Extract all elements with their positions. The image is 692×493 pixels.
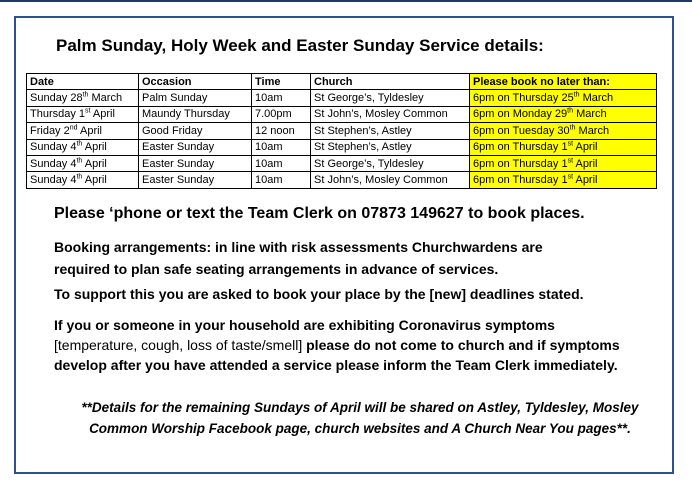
cell-date-date-post: March bbox=[88, 92, 123, 105]
services-table bbox=[26, 73, 657, 189]
footer-line-2: Common Worship Facebook page, church websites and A Church Near You pages**. bbox=[89, 421, 631, 436]
cell-church-church: St Stephen’s, Astley bbox=[314, 124, 412, 137]
cell-date-date-sup: st bbox=[85, 107, 91, 115]
symptoms-instruction: please do not come to church and if symptoms bbox=[302, 337, 620, 353]
cell-time bbox=[252, 139, 311, 155]
cell-date-date-sup: nd bbox=[69, 124, 78, 132]
table-row bbox=[27, 172, 657, 188]
cell-book-by-book-post: March bbox=[575, 124, 610, 137]
cell-occasion bbox=[139, 90, 252, 106]
cell-occasion-occasion: Easter Sunday bbox=[142, 157, 215, 170]
header-church: Church bbox=[311, 74, 470, 90]
cell-time bbox=[252, 90, 311, 106]
cell-time bbox=[252, 155, 311, 171]
support-line: To support this you are asked to book your place by the [new] deadlines stated. bbox=[54, 286, 584, 302]
cell-church bbox=[311, 106, 470, 122]
booking-line-2: required to plan safe seating arrangements in advance of services. bbox=[54, 261, 499, 277]
cell-date-date-pre: Sunday 4 bbox=[30, 141, 77, 154]
cell-date-date-sup: th bbox=[76, 173, 83, 181]
cell-occasion-occasion: Palm Sunday bbox=[142, 92, 208, 105]
cell-time bbox=[252, 123, 311, 139]
cell-book-by bbox=[470, 172, 657, 188]
cell-date bbox=[27, 123, 139, 139]
table-row bbox=[27, 123, 657, 139]
cell-book-by-book-pre: 6pm on Thursday 25 bbox=[473, 92, 574, 105]
cell-date-date-post: April bbox=[82, 157, 107, 170]
cell-occasion bbox=[139, 123, 252, 139]
header-date: Date bbox=[27, 74, 139, 90]
footer-note bbox=[40, 397, 680, 439]
cell-date-date-sup: th bbox=[76, 156, 83, 164]
phone-instruction: Please ‘phone or text the Team Clerk on 07873 149627 to book places. bbox=[54, 205, 585, 222]
symptoms-notice bbox=[54, 315, 620, 375]
cell-time bbox=[252, 172, 311, 188]
cell-date-date-post: April bbox=[77, 124, 103, 137]
cell-book-by bbox=[470, 106, 657, 122]
cell-date-date-pre: Sunday 4 bbox=[30, 157, 77, 170]
cell-occasion-occasion: Easter Sunday bbox=[142, 174, 215, 187]
cell-occasion-occasion: Maundy Thursday bbox=[142, 108, 230, 121]
cell-date-date-pre: Sunday 4 bbox=[30, 174, 77, 187]
cell-date-date-post: April bbox=[90, 108, 115, 121]
cell-book-by-book-pre: 6pm on Tuesday 30 bbox=[473, 124, 570, 137]
cell-church-church: St George’s, Tyldesley bbox=[314, 157, 424, 170]
cell-time-time: 10am bbox=[255, 92, 283, 105]
cell-occasion-occasion: Easter Sunday bbox=[142, 141, 215, 154]
cell-book-by-book-post: March bbox=[579, 92, 614, 105]
footer-line-1: **Details for the remaining Sundays of April will be shared on Astley, Tyldesley, Mosley bbox=[81, 400, 639, 415]
page-title: Palm Sunday, Holy Week and Easter Sunday Service details: bbox=[56, 36, 544, 55]
top-rule bbox=[0, 0, 692, 2]
cell-book-by-book-sup: st bbox=[567, 173, 574, 181]
cell-book-by-book-sup: th bbox=[567, 107, 574, 115]
cell-book-by-book-post: April bbox=[573, 141, 598, 154]
cell-date bbox=[27, 155, 139, 171]
cell-time-time: 10am bbox=[255, 157, 283, 170]
symptoms-line-3: develop after you have attended a service please inform the Team Clerk immediately. bbox=[54, 357, 618, 373]
cell-date-date-sup: th bbox=[76, 140, 83, 148]
cell-book-by-book-sup: th bbox=[569, 124, 576, 132]
cell-book-by bbox=[470, 155, 657, 171]
table-row bbox=[27, 90, 657, 106]
cell-book-by bbox=[470, 139, 657, 155]
cell-occasion-occasion: Good Friday bbox=[142, 124, 203, 137]
cell-occasion bbox=[139, 155, 252, 171]
table-row bbox=[27, 106, 657, 122]
cell-time-time: 7.00pm bbox=[255, 108, 292, 121]
cell-book-by-book-pre: 6pm on Thursday 1 bbox=[473, 157, 568, 170]
cell-time-time: 12 noon bbox=[255, 124, 295, 137]
cell-date bbox=[27, 139, 139, 155]
cell-church bbox=[311, 90, 470, 106]
booking-arrangements bbox=[54, 236, 543, 280]
cell-church-church: St George’s, Tyldesley bbox=[314, 92, 424, 105]
cell-book-by-book-post: April bbox=[573, 157, 598, 170]
cell-church bbox=[311, 123, 470, 139]
cell-date-date-post: April bbox=[82, 174, 107, 187]
cell-date-date-post: April bbox=[82, 141, 107, 154]
table-row bbox=[27, 139, 657, 155]
cell-occasion bbox=[139, 172, 252, 188]
cell-book-by-book-sup: st bbox=[567, 156, 574, 164]
cell-date bbox=[27, 106, 139, 122]
cell-time bbox=[252, 106, 311, 122]
cell-book-by-book-post: March bbox=[573, 108, 607, 121]
header-time: Time bbox=[252, 74, 311, 90]
cell-book-by-book-pre: 6pm on Thursday 1 bbox=[473, 174, 568, 187]
cell-time-time: 10am bbox=[255, 174, 283, 187]
cell-date-date-pre: Sunday 28 bbox=[30, 92, 83, 105]
cell-time-time: 10am bbox=[255, 141, 283, 154]
cell-church-church: St John’s, Mosley Common bbox=[314, 108, 448, 121]
cell-book-by bbox=[470, 123, 657, 139]
cell-church bbox=[311, 139, 470, 155]
cell-date bbox=[27, 172, 139, 188]
cell-occasion bbox=[139, 106, 252, 122]
cell-date-date-pre: Thursday 1 bbox=[30, 108, 86, 121]
booking-line-1: Booking arrangements: in line with risk assessments Churchwardens are bbox=[54, 239, 543, 255]
cell-book-by-book-sup: th bbox=[573, 91, 580, 99]
cell-book-by-book-pre: 6pm on Monday 29 bbox=[473, 108, 568, 121]
cell-date-date-sup: th bbox=[82, 91, 89, 99]
cell-church-church: St John’s, Mosley Common bbox=[314, 174, 448, 187]
table-header-row bbox=[27, 74, 657, 90]
table-row bbox=[27, 155, 657, 171]
cell-church bbox=[311, 155, 470, 171]
cell-book-by-book-sup: st bbox=[567, 140, 574, 148]
cell-occasion bbox=[139, 139, 252, 155]
cell-book-by-book-pre: 6pm on Thursday 1 bbox=[473, 141, 568, 154]
header-book-by: Please book no later than: bbox=[470, 74, 657, 90]
cell-church-church: St Stephen’s, Astley bbox=[314, 141, 412, 154]
header-occasion: Occasion bbox=[139, 74, 252, 90]
cell-date bbox=[27, 90, 139, 106]
cell-book-by bbox=[470, 90, 657, 106]
cell-book-by-book-post: April bbox=[573, 174, 598, 187]
symptoms-line-1: If you or someone in your household are exhibiting Coronavirus symptoms bbox=[54, 317, 555, 333]
cell-date-date-pre: Friday 2 bbox=[30, 124, 70, 137]
symptoms-line-2 bbox=[54, 335, 620, 355]
symptoms-list: [temperature, cough, loss of taste/smell] bbox=[54, 337, 303, 353]
cell-church bbox=[311, 172, 470, 188]
